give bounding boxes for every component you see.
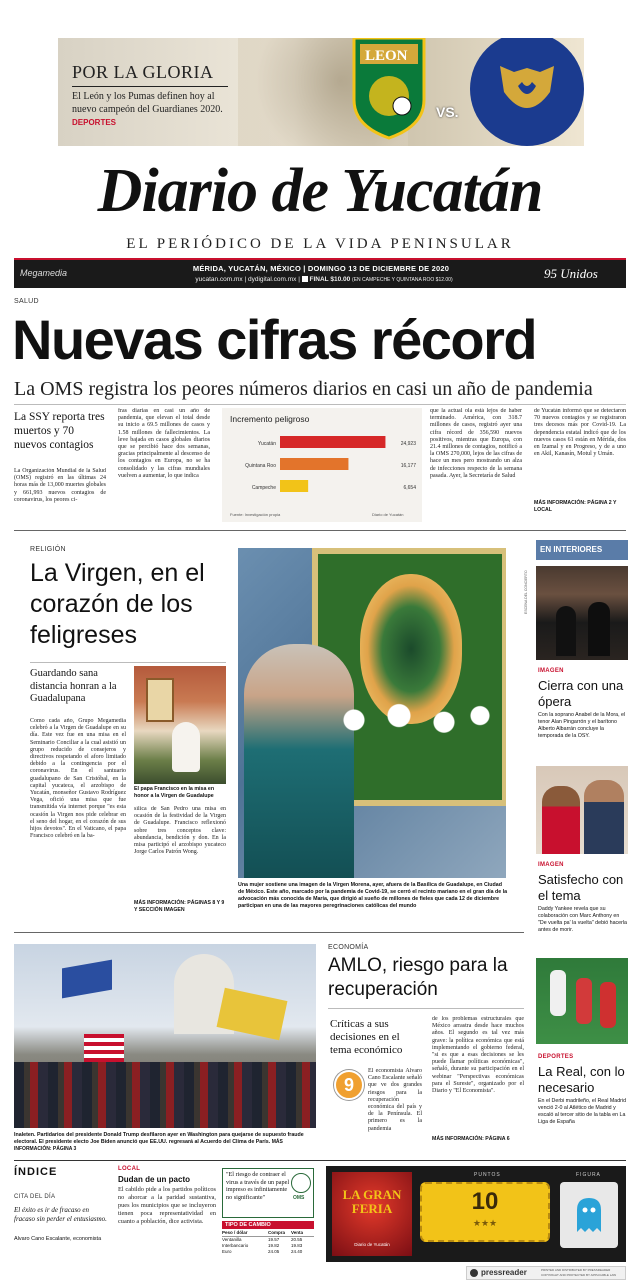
protest-caption-text: Inaleten. Partidarios del presidente Donald Trump desfilaron ayer en Washington para quejarse de supuesto fraude electoral. El presidente electo Joe Biden anunció que EE.UU. regresará al Acuerdo del Clima de París. bbox=[14, 1132, 304, 1145]
amlo-more[interactable]: MÁS INFORMACIÓN: PÁGINA 6 bbox=[432, 1136, 510, 1142]
index-rule bbox=[14, 1160, 626, 1161]
tweet-source: OMS bbox=[293, 1195, 305, 1201]
tweet-text: "El riesgo de contraer el virus a través de un papel impreso es infinitamente no significante" bbox=[226, 1171, 290, 1201]
chart-credit: Diario de Yucatán bbox=[372, 512, 404, 517]
promo-vs: VS. bbox=[436, 104, 459, 120]
protest-more[interactable]: MÁS INFORMACIÓN: PÁGINA 3 bbox=[14, 1139, 283, 1152]
sidebar-item3-section: DEPORTES bbox=[538, 1054, 574, 1060]
chart-bar bbox=[280, 436, 385, 448]
promo-section: DEPORTES bbox=[72, 118, 117, 127]
exchange-cell: Interbancario bbox=[222, 1243, 249, 1248]
altar-image bbox=[146, 678, 174, 722]
web-address[interactable]: yucatan.com.mx | dydigital.com.mx | bbox=[195, 276, 300, 283]
exchange-row bbox=[222, 1249, 314, 1255]
amlo-divider bbox=[328, 1008, 524, 1009]
local-text: El cabildo pide a los partidos políticos no ahorcar a la paridad sustantiva, pues los municipios que se incluyeron tienen poca representatividad en cuanto a población, dice activista. bbox=[118, 1186, 216, 1225]
exchange-cell: 20.55 bbox=[291, 1237, 303, 1242]
promo-title: POR LA GLORIA bbox=[72, 62, 214, 82]
feria-ad[interactable] bbox=[326, 1166, 626, 1262]
covid-chart bbox=[222, 408, 422, 522]
promo-divider bbox=[72, 86, 228, 87]
lead-col3: que la actual ola está lejos de haber terminado. América, con 318.7 millones de casos, registró ayer una cifra récord de 356,590 nuevos positivos, mientras que Europa, con 21.4 millones de contagios, notificó a la OMS 270,000, lejos de las cifras de hace un mes pero mostrando un alza de infecciones respecto de la semana pasada. Ayer, la Secretaría de Salud bbox=[430, 408, 522, 479]
exchange-cell: 19.82 bbox=[268, 1243, 280, 1248]
local-headline[interactable]: Dudan de un pacto bbox=[118, 1175, 190, 1184]
sidebar-item2-section: IMAGEN bbox=[538, 862, 564, 868]
sidebar-header: EN INTERIORES bbox=[536, 540, 628, 560]
lead-divider bbox=[14, 404, 626, 405]
section-divider-2 bbox=[14, 932, 524, 933]
chart-category-label: Quintana Roo bbox=[245, 463, 276, 469]
lead-kicker: SALUD bbox=[14, 298, 39, 305]
protest-photo[interactable] bbox=[14, 944, 316, 1128]
chart-value-label: 16,177 bbox=[400, 463, 416, 469]
sidebar-item1-headline[interactable]: Cierra con una ópera bbox=[538, 678, 624, 709]
lead-deck: La OMS registra los peores números diarios en casi un año de pandemia bbox=[14, 378, 593, 400]
price-note: (EN CAMPECHE Y QUINTANA ROO $12.00) bbox=[352, 277, 453, 283]
price: FINAL $10.00 bbox=[309, 276, 351, 283]
singer-figure bbox=[556, 606, 576, 656]
exchange-cell: Ventanilla bbox=[222, 1237, 242, 1242]
amlo-col2: de los problemas estructurales que México arrastra desde hace muchos años. El segundo es tal vez más grave: la política económica que está implementando el gobierno federal, "si es que a esas decisiones se les puede llamar políticas económicas", señaló, durante su participación en el webinar "Perspectivas económicas para el Sureste", organizado por el Diario y "El Economista". bbox=[432, 1016, 524, 1095]
exchange-cell: 24.40 bbox=[291, 1249, 303, 1254]
player-figure-2 bbox=[576, 978, 592, 1024]
anniversary-logo: 95 Unidos bbox=[544, 266, 598, 281]
lead-col4: de Yucatán informó que se detectaron 70 nuevos contagios y se registraron tres decesos más por Covid-19. La dependencia estatal indicó que de los nuevos casos 61 están en Mérida, dos en Izamal y en Progreso, y de a uno en Akil, Kanasín, Motul y Umán. bbox=[534, 408, 626, 458]
exchange-header-row bbox=[222, 1230, 314, 1237]
virgin-divider bbox=[30, 662, 226, 663]
chart-value-label: 24,923 bbox=[400, 441, 416, 447]
section-divider-1 bbox=[14, 530, 626, 531]
virgin-body2: sílica de San Pedro una misa en ocasión de la festividad de la Virgen de Guadalupe. Francisco reflexionó sobre tres conceptos clave: abundancia, bendición y don. En la misa participó el arzobispo yucateco Jorge Carlos Patrón Wong. bbox=[134, 806, 226, 856]
exchange-header-2: Venta bbox=[291, 1230, 304, 1235]
artist-figure-1 bbox=[542, 786, 580, 854]
ticket-stars: ★★★ bbox=[472, 1218, 498, 1228]
lead-headline[interactable]: Nuevas cifras récord bbox=[12, 308, 537, 371]
pope-caption: El papa Francisco en la misa en honor a la Virgen de Guadalupe bbox=[134, 786, 215, 799]
masthead-tagline: EL PERIÓDICO DE LA VIDA PENINSULAR bbox=[126, 236, 514, 252]
exchange-cell: 24.05 bbox=[268, 1249, 280, 1254]
promo-banner[interactable] bbox=[58, 38, 584, 146]
exchange-cell: 19.83 bbox=[291, 1243, 303, 1248]
masthead-band bbox=[14, 258, 626, 288]
artist-figure-2 bbox=[584, 780, 624, 854]
pressreader-sub: COPYRIGHT AND PROTECTED BY APPLICABLE LAW bbox=[541, 1273, 617, 1277]
virgin-subhead: Guardando sana distancia honran a la Guadalupana bbox=[30, 668, 117, 704]
puntos-label: PUNTOS bbox=[474, 1172, 501, 1178]
virgin-body1: Como cada año, Grupo Megamedia celebró a la Virgen de Guadalupe en su día. Este vez fue en una misa en el Seminario Conciliar a la cual asistió un grupo reducido de consejeros y directivos respetando el aforo limitado debido a la contingencia por el coronavirus. En el santuario guadalupano de San Cristóbal, en la capital yucateca, el arzobispo de Yucatán, monseñor Gustavo Rodríguez Vega, ofició una misa que fue transmitida vía internet porque "es esta ocasión la Virgen nos pide celebrar en el seno del hogar, en el corazón de sus hijos devotos". En el Vaticano, el papa Francisco celebró en la ba- bbox=[30, 718, 126, 840]
sidebar-photo-credit: ESCENA DEL CONCIERTO bbox=[524, 570, 528, 614]
brand-logo[interactable]: Megamedia bbox=[20, 268, 68, 278]
social-icon[interactable] bbox=[302, 276, 308, 282]
sidebar-photo-3[interactable] bbox=[536, 958, 628, 1044]
lead-col2: fras diarias en casi un año de pandemia, que elevan el total desde su inicio a 69.5 millones de casos y 1.58 millones de fallecimientos. La leve bajada en casos globales diarios que se percibió hace dos semanas, gracias principalmente al descenso de los contagios en Europa, no se ha consolidado y las cifras mundiales vuelven a aumentar, lo que indica bbox=[118, 408, 210, 479]
promo-text bbox=[72, 90, 232, 129]
player-figure-3 bbox=[600, 982, 616, 1028]
exchange-cell: Euro bbox=[222, 1249, 232, 1254]
exchange-header-1: Compra bbox=[268, 1230, 286, 1235]
pressreader-label[interactable]: pressreader bbox=[481, 1268, 527, 1277]
crowd bbox=[14, 1062, 316, 1128]
ghost-icon bbox=[560, 1182, 618, 1248]
chart-value-label: 6,654 bbox=[403, 485, 416, 491]
sidebar-item3-headline[interactable]: La Real, con lo necesario bbox=[538, 1064, 625, 1095]
amlo-headline[interactable]: AMLO, riesgo para la recuperación bbox=[328, 955, 508, 1000]
page-9-number: 9 bbox=[343, 1075, 354, 1095]
virgin-kicker: RELIGIÓN bbox=[30, 546, 66, 553]
figura-card bbox=[560, 1182, 618, 1248]
pumas-crest-icon bbox=[470, 38, 584, 146]
pope-figure bbox=[172, 722, 200, 772]
exchange-cell: 19.57 bbox=[268, 1237, 280, 1242]
sidebar-photo-1[interactable] bbox=[536, 566, 628, 660]
pope-photo[interactable] bbox=[134, 666, 226, 784]
quote-text: El éxito es ir de fracaso en fracaso sin perder el entusiasmo. bbox=[14, 1206, 107, 1223]
masthead-title[interactable]: Diario de Yucatán bbox=[97, 157, 543, 225]
woman-figure bbox=[244, 644, 354, 878]
quote-author: Alvaro Cano Escalante, economista bbox=[14, 1236, 102, 1242]
chart-bar bbox=[280, 458, 348, 470]
promo-text-body: El León y los Pumas definen hoy al nuevo campeón del Guardianes 2020. bbox=[72, 91, 223, 115]
sidebar-photo-2[interactable] bbox=[536, 766, 628, 854]
pressreader-note: PRINTED AND DISTRIBUTED BY PRESSREADER bbox=[541, 1268, 611, 1272]
lead-more[interactable]: MÁS INFORMACIÓN: PÁGINA 2 Y LOCAL bbox=[534, 500, 617, 513]
exchange-header-0: Peso / dólar bbox=[222, 1230, 248, 1235]
local-section: LOCAL bbox=[118, 1166, 141, 1172]
virgin-main-photo[interactable] bbox=[238, 548, 506, 878]
sidebar-item3-text: En el Derbi madrileño, el Real Madrid venció 2-0 al Atlético de Madrid y escaló al tercer sitio de la tabla en La Liga de España bbox=[538, 1098, 627, 1125]
singer-figure-2 bbox=[588, 602, 610, 656]
tweet-box bbox=[222, 1168, 314, 1218]
chart-bar bbox=[280, 480, 308, 492]
leon-label: LEON bbox=[365, 48, 408, 64]
index-title: ÍNDICE bbox=[14, 1166, 58, 1178]
chart-svg bbox=[222, 408, 422, 522]
protest-caption bbox=[14, 1132, 316, 1154]
amlo-subhead: Críticas a sus decisiones en el tema económico bbox=[330, 1018, 403, 1056]
chart-category-label: Yucatán bbox=[257, 441, 276, 447]
virgin-main-caption: Una mujer sostiene una imagen de la Virgen Morena, ayer, afuera de la Basílica de Guadalupe, en Ciudad de México. Este año, marcado por la pandemia de Covid-19, se cerró el recinto mariano en el gran día de la advocación más conocida de María, que dirigió al sueño de millones de fieles que cada 12 de diciembre participan en una de las mayores peregrinaciones católicas del mundo bbox=[238, 882, 508, 909]
virgin-headline[interactable]: La Virgen, en el corazón de los feligreses bbox=[30, 559, 205, 649]
who-logo-icon bbox=[291, 1173, 311, 1193]
exchange-title: TIPO DE CAMBIO bbox=[222, 1221, 314, 1229]
player-figure-1 bbox=[550, 970, 566, 1016]
virgin-more[interactable]: MÁS INFORMACIÓN: PÁGINAS 8 Y 9 Y SECCIÓN IMAGEN bbox=[134, 900, 225, 913]
chart-source: Fuente: Investigación propia bbox=[230, 512, 281, 517]
chart-category-label: Campeche bbox=[251, 485, 276, 491]
pressreader-bar bbox=[466, 1266, 626, 1280]
ticket-points: 10 bbox=[471, 1188, 499, 1215]
flag-blue bbox=[62, 960, 112, 999]
pressreader-logo-icon bbox=[470, 1269, 478, 1277]
dateline: MÉRIDA, YUCATÁN, MÉXICO | DOMINGO 13 DE DICIEMBRE DE 2020 bbox=[192, 264, 450, 273]
quote-label: CITA DEL DÍA bbox=[14, 1194, 56, 1200]
feria-title: LA GRAN FERIA bbox=[342, 1187, 402, 1216]
masthead-info bbox=[134, 276, 514, 283]
sidebar-item1-text: Con la soprano Anabel de la Mora, el tenor Alan Pingarrón y el barítono Alberto Albarrán concluye la temporada de la OSY. bbox=[538, 712, 626, 739]
flowers-icon bbox=[318, 698, 498, 742]
amlo-kicker: ECONOMÍA bbox=[328, 944, 369, 951]
amlo-col1: El economista Álvaro Cano Escalante señaló que ve dos grandes riesgos para la recuperación económica del país y de la Península. El primero es la pandemia bbox=[368, 1068, 422, 1132]
sidebar-item2-headline[interactable]: Satisfecho con el tema bbox=[538, 872, 624, 903]
exchange-table bbox=[222, 1230, 314, 1255]
chart-title: Incremento peligroso bbox=[230, 414, 310, 424]
figura-label: FIGURA bbox=[576, 1172, 601, 1178]
lead-col1: La Organización Mundial de la Salud (OMS) registró en las últimas 24 horas más de 13,000 muertes globales y 661,993 nuevos contagios de coronavirus, los peores ci- bbox=[14, 468, 106, 503]
lead-subhead: La SSY reporta tres muertos y 70 nuevos contagios bbox=[14, 411, 105, 451]
sidebar-item2-text: Daddy Yankee revela que su colaboración con Marc Anthony en "De vuelta pa' la vuelta" debió hacerla antes de morir. bbox=[538, 906, 627, 933]
sidebar-item1-section: IMAGEN bbox=[538, 668, 564, 674]
feria-tag: Diario de Yucatán bbox=[354, 1242, 390, 1247]
